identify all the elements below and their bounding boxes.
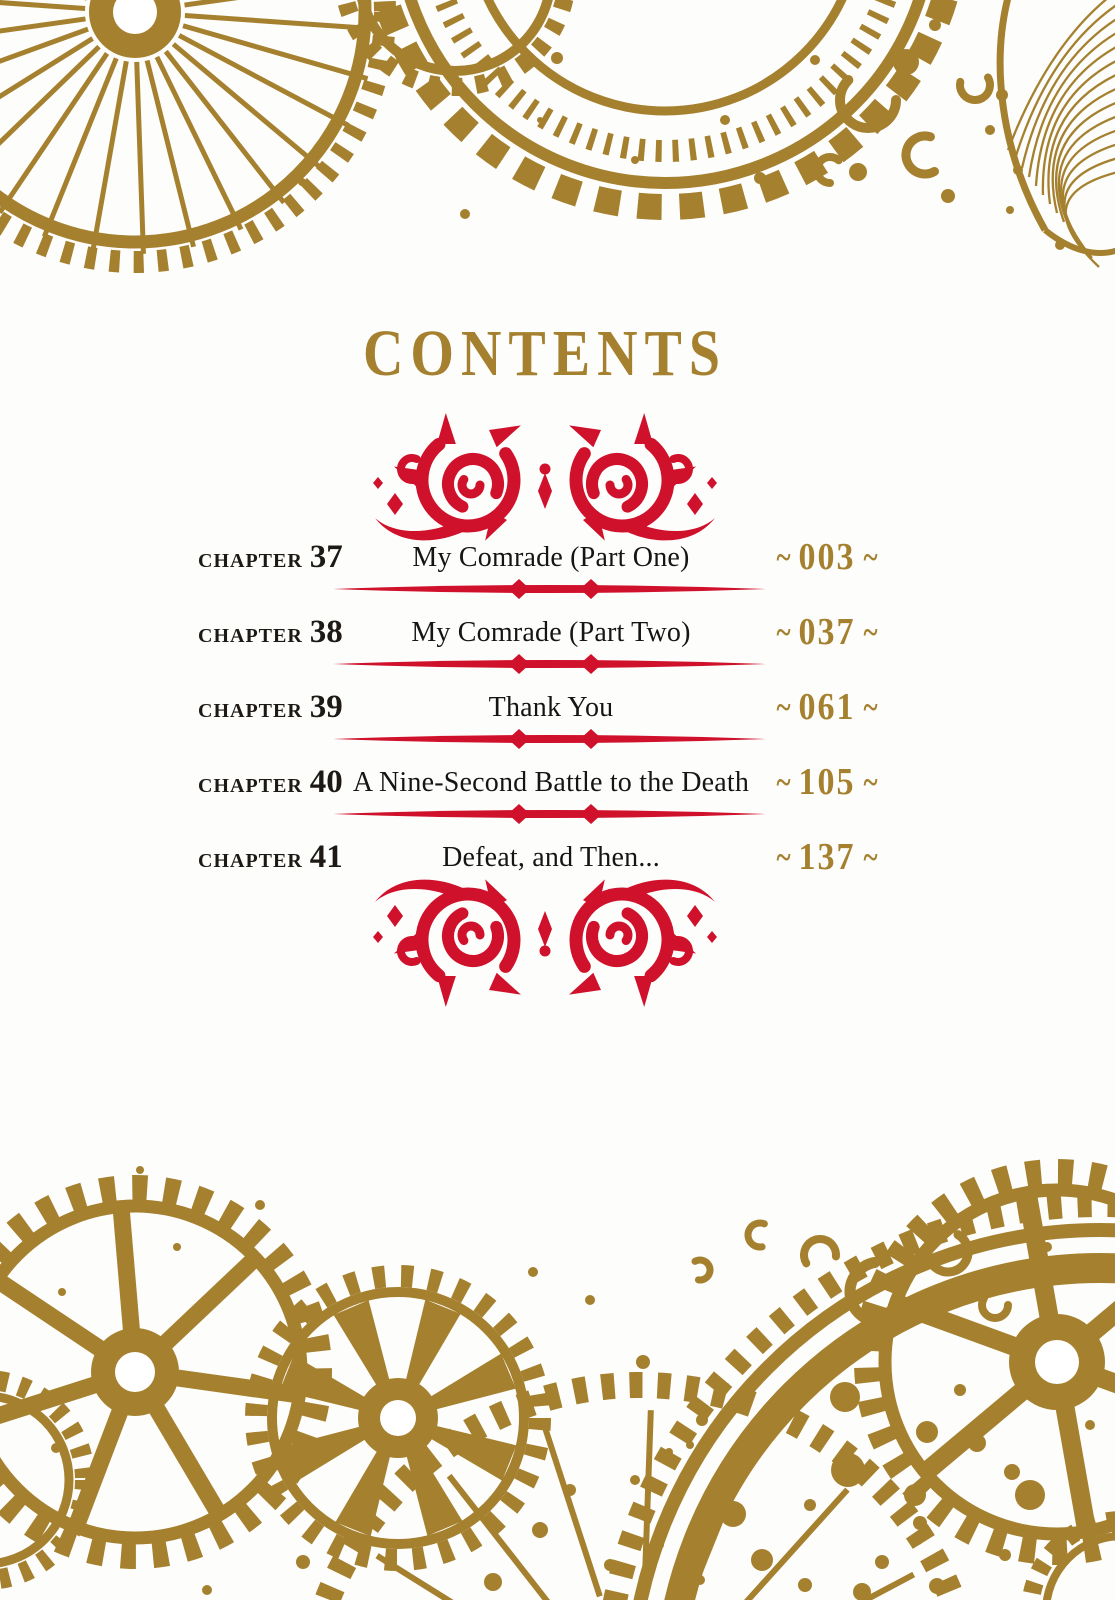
page-number: ~ 003 ~ [776,536,878,578]
chapter-label: CHAPTER 39 [198,689,343,725]
page-number: ~ 037 ~ [776,611,878,653]
chapter-label: CHAPTER 41 [198,839,343,875]
tilde-right: ~ [863,837,878,877]
chapter-title: Thank You [488,691,614,723]
chapter-number: 38 [309,614,343,650]
tilde-left: ~ [776,762,791,802]
chapter-number: 40 [309,764,343,800]
page-number: ~ 137 ~ [776,836,878,878]
tilde-right: ~ [863,537,878,577]
tilde-right: ~ [863,687,878,727]
red-scroll-ornament-bottom [373,876,717,1007]
chapter-title: A Nine-Second Battle to the Death [352,766,750,798]
chapter-title: Defeat, and Then... [442,841,660,873]
chapter-title: My Comrade (Part Two) [411,616,691,648]
tilde-left: ~ [776,837,791,877]
chapter-title: My Comrade (Part One) [412,541,690,573]
toc-row-chapter-38 [198,595,902,670]
page-number: ~ 061 ~ [776,686,878,728]
page-title: CONTENTS [362,317,728,391]
table-of-contents [198,520,902,895]
tilde-left: ~ [776,687,791,727]
chapter-number: 39 [309,689,343,725]
toc-row-chapter-41 [198,820,902,895]
tilde-left: ~ [776,537,791,577]
tilde-right: ~ [863,762,878,802]
tilde-left: ~ [776,612,791,652]
toc-row-chapter-40 [198,745,902,820]
toc-row-chapter-39 [198,670,902,745]
page-number: ~ 105 ~ [776,761,878,803]
chapter-label: CHAPTER 40 [198,764,343,800]
chapter-label: CHAPTER 38 [198,614,343,650]
chapter-number: 37 [309,539,343,575]
chapter-number: 41 [309,839,343,875]
tilde-right: ~ [863,612,878,652]
toc-row-chapter-37 [198,520,902,595]
chapter-label: CHAPTER 37 [198,539,343,575]
